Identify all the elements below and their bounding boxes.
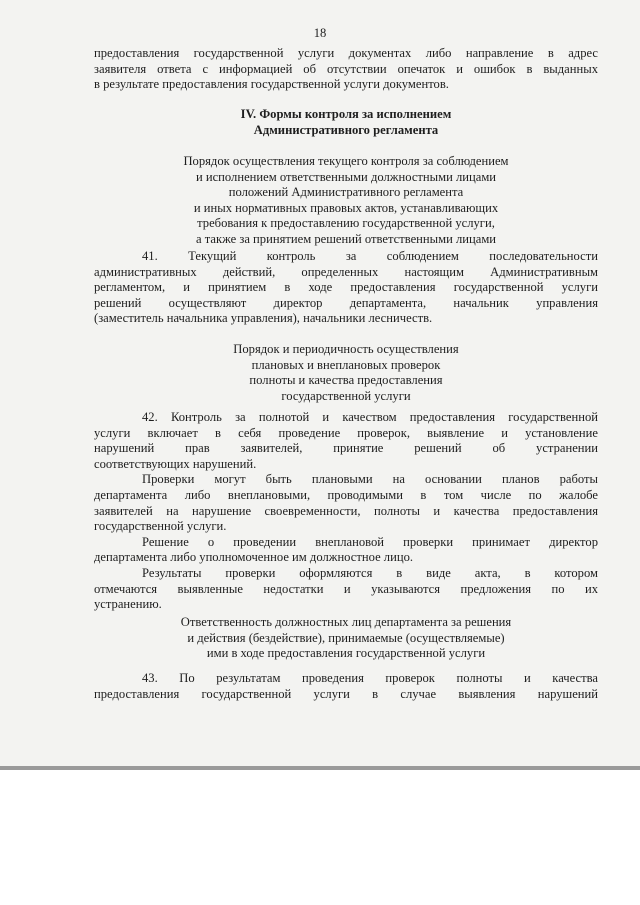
subheading-line: и действия (бездействие), принимаемые (осуществляемые): [187, 630, 505, 645]
subheading-line: положений Административного регламента: [228, 185, 464, 200]
text-line: Проверки могут быть плановыми на основании планов работы: [142, 472, 598, 487]
text-line: отмечаются выявленные недостатки и указываются предложения по их: [94, 581, 598, 596]
text-line: Решение о проведении внеплановой проверки принимает директор: [142, 534, 598, 549]
section-title-line: Административного регламента: [253, 122, 439, 137]
text-line: заявителей на нарушение своевременности, полноты и качества предоставления: [94, 503, 598, 518]
text-line: 42. Контроль за полнотой и качеством предоставления государственной: [142, 410, 598, 424]
subheading-line: и иных нормативных правовых актов, устанавливающих: [193, 200, 499, 215]
intro-paragraph: [94, 46, 598, 93]
text-line: государственной услуги.: [94, 519, 227, 534]
section-title-line: IV. Формы контроля за исполнением: [240, 107, 452, 121]
subheading-line: а также за принятием решений ответственными лицами: [195, 231, 497, 246]
subheading-current-control: [94, 154, 598, 248]
text-line: 41. Текущий контроль за соблюдением последовательности: [142, 249, 598, 263]
text-line: услуги включает в себя проведение проверок, выявление и установление: [94, 425, 598, 440]
text-line: соответствующих нарушений.: [94, 456, 257, 471]
text-line: (заместитель начальника управления), начальники лесничеств.: [94, 311, 433, 326]
paragraph-42: [94, 410, 598, 613]
subheading-line: полноты и качества предоставления: [249, 373, 443, 388]
text-line: административных действий, определенных настоящим Административным: [94, 264, 598, 279]
page-number: 18: [313, 26, 327, 40]
subheading-line: плановых и внеплановых проверок: [251, 357, 441, 372]
text-line: заявителя ответа с информацией об отсутствии опечаток и ошибок в выданных: [94, 61, 598, 76]
subheading-responsibility: [94, 615, 598, 662]
subheading-inspections: [94, 342, 598, 404]
text-line: департамента либо уполномоченное им должностное лицо.: [94, 550, 414, 565]
text-line: в результате предоставления государственной услуги документов.: [94, 77, 449, 92]
text-line: нарушений прав заявителей, принятие решений об устранении: [94, 441, 598, 456]
paragraph-41: [94, 249, 598, 327]
text-line: решений осуществляют директор департамента, начальник управления: [94, 295, 598, 310]
text-line: 43. По результатам проведения проверок полноты и качества: [142, 671, 598, 685]
text-line: департамента либо внеплановыми, проводимыми в том числе по жалобе: [94, 487, 598, 502]
section-title: [94, 107, 598, 138]
subheading-line: и исполнением ответственными должностными лицами: [195, 169, 497, 184]
subheading-line: Порядок осуществления текущего контроля за соблюдением: [183, 154, 509, 168]
text-line: предоставления государственной услуги в случае выявления нарушений: [94, 686, 598, 701]
subheading-line: государственной услуги: [281, 388, 411, 403]
text-line: регламентом, и принятием в ходе предоставления государственной услуги: [94, 280, 598, 295]
subheading-line: Порядок и периодичность осуществления: [233, 342, 459, 356]
subheading-line: требования к предоставлению государственной услуги,: [197, 216, 495, 231]
paragraph-43: [94, 671, 598, 702]
text-line: Результаты проверки оформляются в виде акта, в котором: [142, 565, 598, 580]
text-line: устранению.: [94, 597, 162, 612]
subheading-line: Ответственность должностных лиц департамента за решения: [180, 615, 512, 629]
subheading-line: ими в ходе предоставления государственной услуги: [206, 646, 486, 661]
text-line: предоставления государственной услуги документах либо направление в адрес: [94, 46, 598, 60]
